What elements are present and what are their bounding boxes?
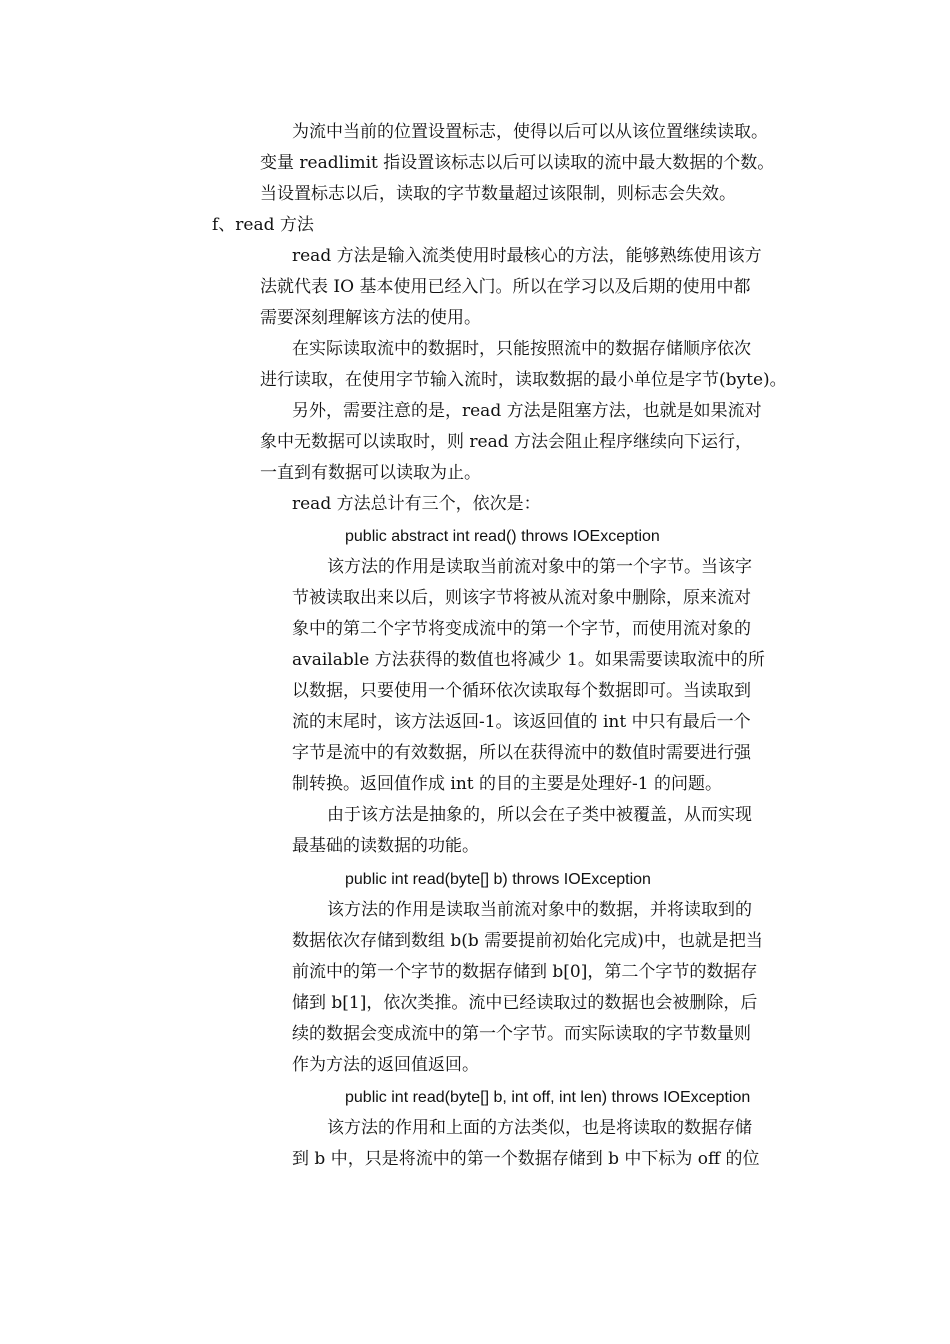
text-line: f、read 方法 — [212, 215, 314, 235]
text-line: 储到 b[1]，依次类推。流中已经读取过的数据也会被删除，后 — [292, 993, 758, 1013]
text-line: available 方法获得的数值也将减少 1。如果需要读取流中的所 — [292, 650, 765, 670]
text-line: 最基础的读数据的功能。 — [292, 836, 479, 856]
text-line: 象中的第二个字节将变成流中的第一个字节，而使用流对象的 — [292, 619, 751, 639]
text-line: 当设置标志以后，读取的字节数量超过该限制，则标志会失效。 — [260, 184, 736, 204]
text-line: 该方法的作用是读取当前流对象中的数据，并将读取到的 — [327, 900, 752, 920]
text-line: 由于该方法是抽象的，所以会在子类中被覆盖，从而实现 — [327, 805, 752, 825]
text-line: 到 b 中，只是将流中的第一个数据存储到 b 中下标为 off 的位 — [292, 1149, 760, 1169]
text-line: 节被读取出来以后，则该字节将被从流对象中删除，原来流对 — [292, 588, 751, 608]
text-line: 该方法的作用和上面的方法类似，也是将读取的数据存储 — [327, 1118, 752, 1138]
method-signature: public abstract int read() throws IOException — [345, 528, 660, 545]
text-line: 续的数据会变成流中的第一个字节。而实际读取的字节数量则 — [292, 1024, 751, 1044]
text-line: read 方法总计有三个，依次是： — [292, 494, 541, 514]
text-line: 变量 readlimit 指设置该标志以后可以读取的流中最大数据的个数。 — [260, 153, 775, 173]
text-line: 象中无数据可以读取时，则 read 方法会阻止程序继续向下运行， — [260, 432, 753, 452]
text-line: 为流中当前的位置设置标志，使得以后可以从该位置继续读取。 — [292, 122, 768, 142]
text-line: 需要深刻理解该方法的使用。 — [260, 308, 481, 328]
text-line: 字节是流中的有效数据，所以在获得流中的数值时需要进行强 — [292, 743, 751, 763]
text-line: 在实际读取流中的数据时，只能按照流中的数据存储顺序依次 — [292, 339, 751, 359]
text-line: 一直到有数据可以读取为止。 — [260, 463, 481, 483]
text-line: 流的末尾时，该方法返回-1。该返回值的 int 中只有最后一个 — [292, 712, 751, 732]
text-line: 进行读取，在使用字节输入流时，读取数据的最小单位是字节(byte)。 — [260, 370, 787, 390]
method-signature: public int read(byte[] b, int off, int len) throws IOException — [345, 1089, 751, 1106]
text-line: 前流中的第一个字节的数据存储到 b[0]，第二个字节的数据存 — [292, 962, 758, 982]
text-line: 该方法的作用是读取当前流对象中的第一个字节。当该字 — [327, 557, 752, 577]
text-line: 制转换。返回值作成 int 的目的主要是处理好-1 的问题。 — [292, 774, 722, 794]
text-line: 法就代表 IO 基本使用已经入门。所以在学习以及后期的使用中都 — [260, 277, 751, 297]
method-signature: public int read(byte[] b) throws IOException — [345, 871, 651, 888]
text-line: read 方法是输入流类使用时最核心的方法，能够熟练使用该方 — [292, 246, 762, 266]
text-line: 另外，需要注意的是，read 方法是阻塞方法，也就是如果流对 — [292, 401, 762, 421]
text-line: 数据依次存储到数组 b(b 需要提前初始化完成)中，也就是把当 — [292, 931, 763, 951]
text-line: 以数据，只要使用一个循环依次读取每个数据即可。当读取到 — [292, 681, 751, 701]
text-line: 作为方法的返回值返回。 — [292, 1055, 479, 1075]
